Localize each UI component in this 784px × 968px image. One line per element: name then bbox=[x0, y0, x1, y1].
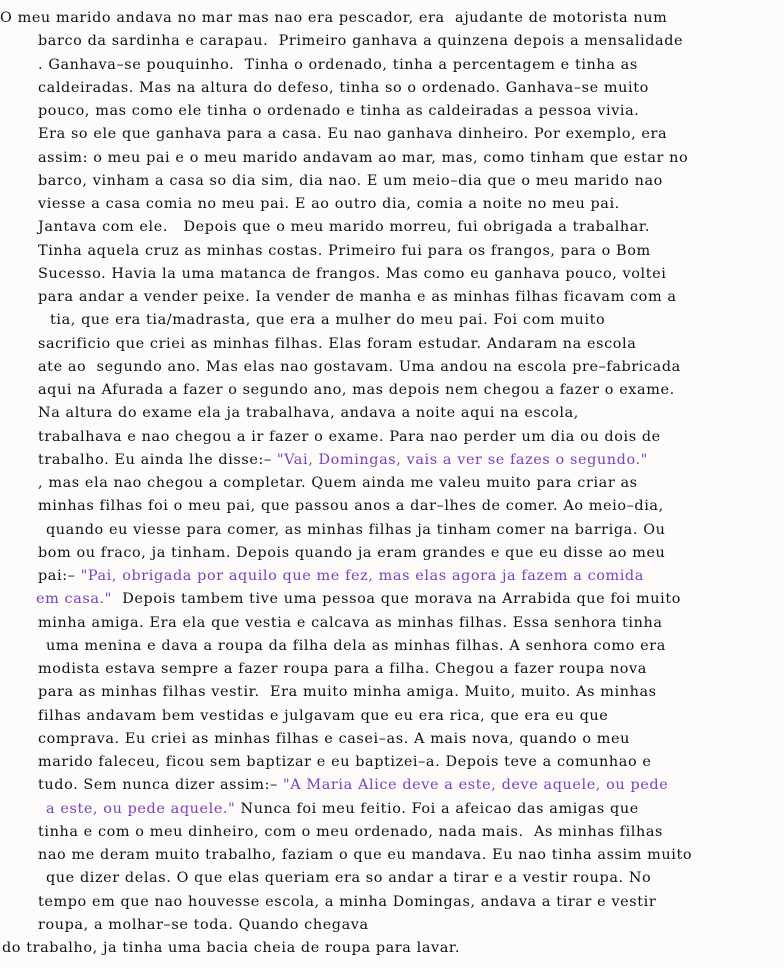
text-line bbox=[38, 496, 664, 516]
text-line bbox=[50, 310, 605, 330]
text-span: trabalho. Eu ainda lhe disse:– bbox=[38, 451, 277, 468]
text-line bbox=[36, 589, 681, 609]
text-span: minha amiga. Era ela que vestia e calcava as minhas filhas. Essa senhora tinha bbox=[38, 614, 663, 631]
text-span: tudo. Sem nunca dizer assim:– bbox=[38, 777, 284, 794]
quoted-speech: a este, ou pede aquele." bbox=[46, 800, 236, 817]
text-span: que dizer delas. O que elas queriam era so andar a tirar e a vestir roupa. No bbox=[46, 870, 652, 887]
text-span: O meu marido andava no mar mas nao era pescador, era ajudante de motorista num bbox=[0, 10, 668, 26]
text-span: barco da sardinha e carapau. Primeiro ganhava a quinzena depois a mensalidade bbox=[38, 33, 684, 50]
text-line bbox=[38, 357, 681, 377]
text-span: , mas ela nao chegou a completar. Quem ainda me valeu muito para criar as bbox=[38, 475, 638, 491]
text-span: pouco, mas como ele tinha o ordenado e tinha as caldeiradas a pessoa vivia. bbox=[38, 103, 640, 119]
text-line bbox=[38, 473, 638, 493]
text-span: marido faleceu, ficou sem baptizar e eu baptizei–a. Depois teve a comunhao e bbox=[38, 754, 652, 770]
text-span: Era so ele que ganhava para a casa. Eu nao ganhava dinheiro. Por exemplo, era bbox=[38, 126, 668, 143]
text-span: quando eu viesse para comer, as minhas filhas ja tinham comer na barriga. Ou bbox=[46, 521, 666, 538]
text-span: Jantava com ele. Depois que o meu marido morreu, fui obrigada a trabalhar. bbox=[38, 219, 650, 236]
text-line bbox=[38, 845, 692, 865]
text-span: roupa, a molhar–se toda. Quando chegava bbox=[38, 916, 369, 933]
text-line bbox=[38, 659, 647, 679]
text-span: barco, vinham a casa so dia sim, dia nao. E um meio–dia que o meu marido nao bbox=[38, 172, 663, 189]
text-line bbox=[38, 217, 650, 237]
text-line bbox=[38, 403, 579, 423]
text-line bbox=[46, 520, 665, 540]
quoted-speech: "A Maria Alice deve a este, deve aquele, ou pede bbox=[283, 777, 669, 794]
text-line bbox=[38, 194, 620, 214]
text-span: modista estava sempre a fazer roupa para a filha. Chegou a fazer roupa nova bbox=[38, 661, 647, 677]
text-line bbox=[38, 729, 630, 749]
text-line bbox=[38, 752, 652, 772]
text-line bbox=[2, 938, 460, 958]
text-span: minhas filhas foi o meu pai, que passou anos a dar–lhes de comer. Ao meio–dia, bbox=[38, 498, 664, 515]
text-span: filhas andavam bem vestidas e julgavam que eu era rica, que era eu que bbox=[38, 707, 609, 724]
text-span: para andar a vender peixe. Ia vender de manha e as minhas filhas ficavam com a bbox=[38, 289, 677, 305]
text-line bbox=[38, 613, 663, 633]
text-line bbox=[38, 822, 663, 842]
text-span: para as minhas filhas vestir. Era muito minha amiga. Muito, muito. As minhas bbox=[38, 684, 657, 701]
text-span: trabalhava e nao chegou a ir fazer o exame. Para nao perder um dia ou dois de bbox=[38, 428, 661, 445]
quoted-speech: "Vai, Domingas, vais a ver se fazes o segundo." bbox=[276, 451, 648, 468]
text-line bbox=[38, 334, 636, 354]
text-span: tinha e com o meu dinheiro, com o meu ordenado, nada mais. As minhas filhas bbox=[38, 823, 664, 840]
text-line bbox=[38, 78, 649, 98]
text-line bbox=[38, 706, 608, 726]
text-line bbox=[38, 682, 657, 702]
text-line bbox=[38, 915, 369, 935]
text-span: Sucesso. Havia la uma matanca de frangos. Mas como eu ganhava pouco, voltei bbox=[38, 265, 667, 282]
text-line bbox=[38, 241, 651, 261]
text-span: aqui na Afurada a fazer o segundo ano, mas depois nem chegou a fazer o exame. bbox=[38, 382, 675, 398]
text-span: viesse a casa comia no meu pai. E ao outro dia, comia a noite no meu pai. bbox=[38, 196, 620, 212]
text-line bbox=[38, 124, 667, 144]
text-span: caldeiradas. Mas na altura do defeso, tinha so o ordenado. Ganhava–se muito bbox=[38, 79, 649, 96]
text-line bbox=[38, 380, 675, 400]
quoted-speech: em casa." bbox=[36, 591, 112, 608]
text-span: bom ou fraco, ja tinham. Depois quando ja eram grandes e que eu disse ao meu bbox=[38, 544, 666, 561]
text-line bbox=[38, 566, 644, 586]
text-span: do trabalho, ja tinha uma bacia cheia de roupa para lavar. bbox=[2, 940, 461, 956]
text-line bbox=[46, 799, 639, 819]
text-span: ate ao segundo ano. Mas elas nao gostavam. Uma andou na escola pre–fabricada bbox=[38, 358, 681, 375]
text-line bbox=[38, 287, 677, 307]
text-span: tempo em que nao houvesse escola, a minha Domingas, andava a tirar e vestir bbox=[38, 893, 657, 910]
text-span: . Ganhava–se pouquinho. Tinha o ordenado, tinha a percentagem e tinha as bbox=[38, 56, 638, 73]
text-line bbox=[38, 543, 665, 563]
text-span: nao me deram muito trabalho, faziam o que eu mandava. Eu nao tinha assim muito bbox=[38, 847, 693, 863]
text-span: tia, que era tia/madrasta, que era a mulher do meu pai. Foi com muito bbox=[50, 312, 606, 329]
text-span: comprava. Eu criei as minhas filhas e casei–as. A mais nova, quando o meu bbox=[38, 730, 631, 747]
text-line bbox=[0, 8, 667, 28]
text-span: Nunca foi meu feitio. Foi a afeicao das amigas que bbox=[235, 800, 639, 817]
quoted-speech: "Pai, obrigada por aquilo que me fez, mas elas agora ja fazem a comida bbox=[80, 568, 644, 584]
text-line bbox=[38, 775, 668, 795]
text-line bbox=[38, 264, 666, 284]
text-line bbox=[38, 148, 688, 168]
text-span: Tinha aquela cruz as minhas costas. Primeiro fui para os frangos, para o Bom bbox=[38, 242, 651, 259]
text-span: sacrificio que criei as minhas filhas. Elas foram estudar. Andaram na escola bbox=[38, 335, 637, 352]
text-line bbox=[38, 892, 656, 912]
text-line bbox=[38, 31, 683, 51]
text-line bbox=[38, 101, 639, 121]
text-span: uma menina e dava a roupa da filha dela as minhas filhas. A senhora como era bbox=[46, 637, 666, 654]
text-span: pai:– bbox=[38, 568, 81, 584]
text-line bbox=[38, 427, 661, 447]
text-line bbox=[46, 868, 651, 888]
text-span: assim: o meu pai e o meu marido andavam ao mar, mas, como tinham que estar no bbox=[38, 149, 689, 166]
text-span: Depois tambem tive uma pessoa que morava na Arrabida que foi muito bbox=[111, 591, 681, 608]
text-line bbox=[38, 55, 638, 75]
text-line bbox=[46, 636, 666, 656]
text-span: Na altura do exame ela ja trabalhava, andava a noite aqui na escola, bbox=[38, 405, 579, 422]
text-line bbox=[38, 450, 648, 470]
text-line bbox=[38, 171, 663, 191]
